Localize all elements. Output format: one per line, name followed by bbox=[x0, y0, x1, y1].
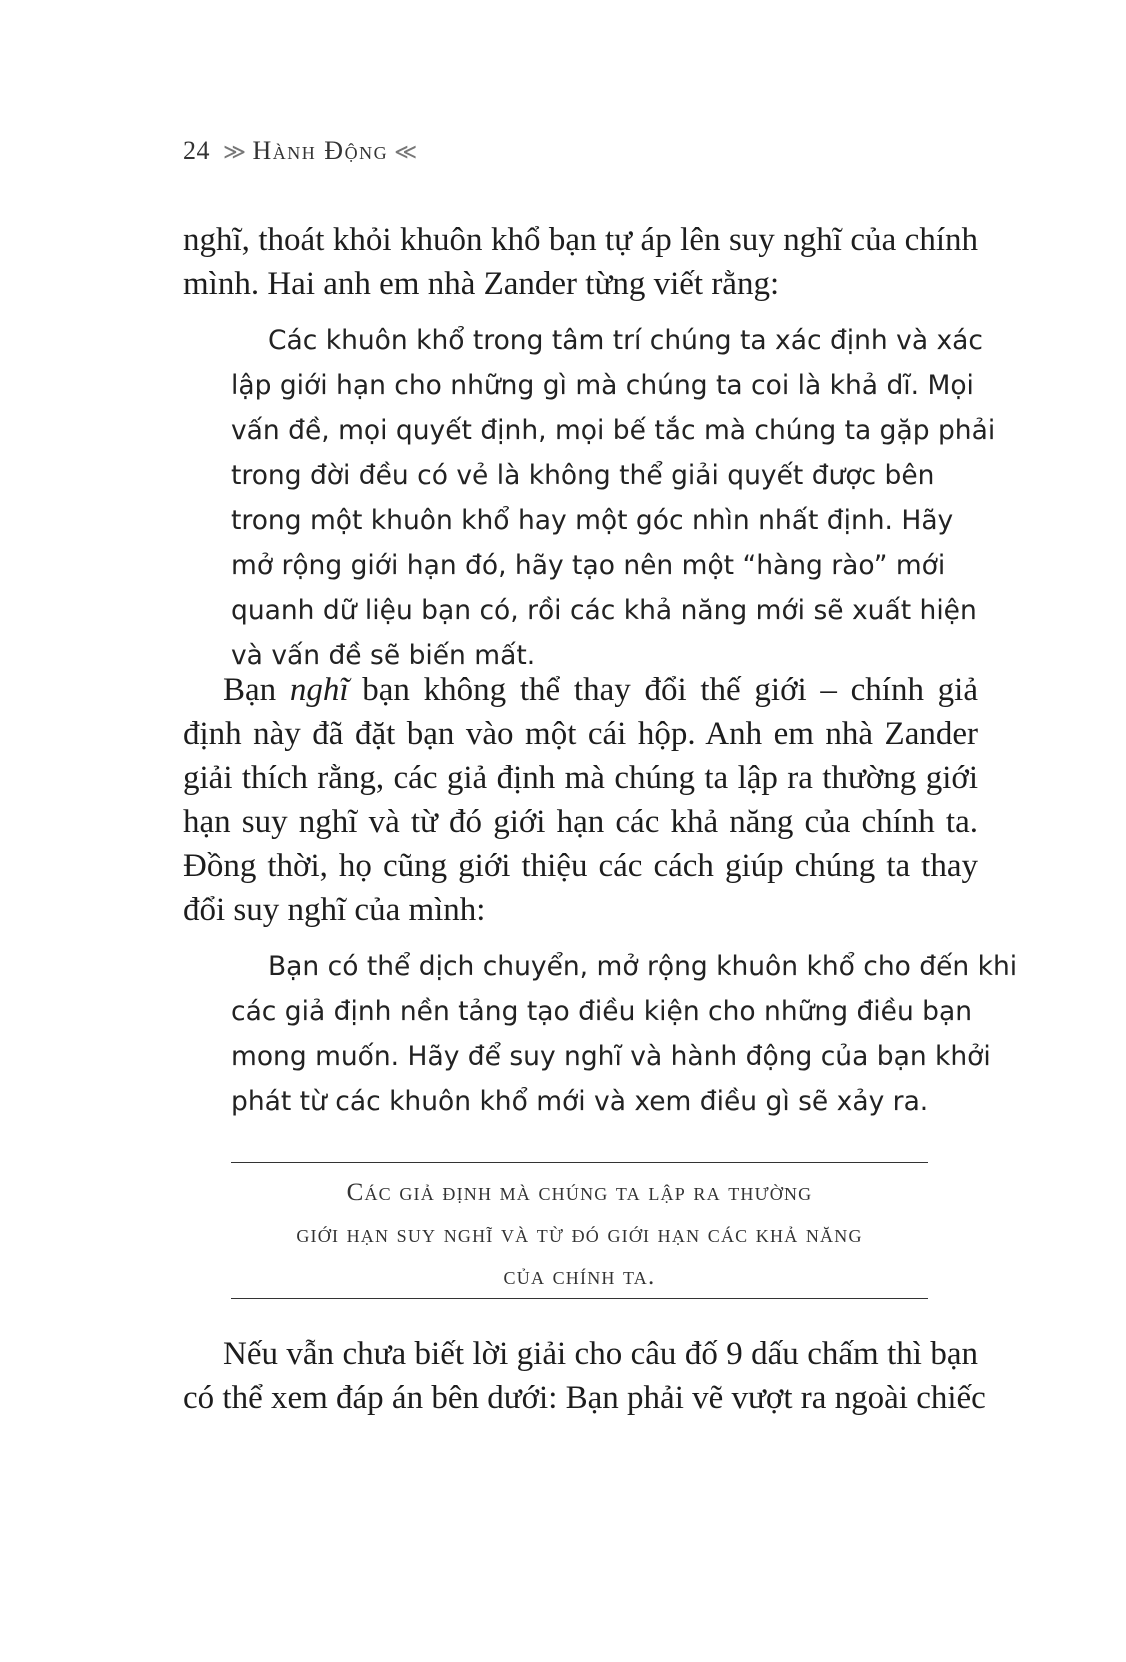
quote-line: phát từ các khuôn khổ mới và xem điều gì sẽ xảy ra. bbox=[231, 1086, 929, 1117]
quote-line: lập giới hạn cho những gì mà chúng ta coi là khả dĩ. Mọi bbox=[231, 370, 974, 401]
header-right-mark: ≪ bbox=[394, 139, 418, 164]
block-quote-zander bbox=[231, 318, 996, 678]
text-line: định này đã đặt bạn vào một cái hộp. Anh em nhà Zander bbox=[183, 716, 978, 752]
running-header bbox=[183, 136, 424, 166]
text-line: mình. Hai anh em nhà Zander từng viết rằng: bbox=[183, 266, 780, 302]
page-number: 24 bbox=[183, 136, 210, 165]
text-line: Nếu vẫn chưa biết lời giải cho câu đố 9 dấu chấm thì bạn bbox=[223, 1336, 978, 1372]
text-run: bạn không thể thay đổi thế giới – chính giả bbox=[348, 672, 978, 708]
pullquote-line: Các giả định mà chúng ta lập ra thường bbox=[346, 1179, 813, 1206]
text-line: đổi suy nghĩ của mình: bbox=[183, 892, 486, 928]
emphasis-word: nghĩ bbox=[289, 672, 349, 708]
quote-line: trong đời đều có vẻ là không thể giải quyết được bên bbox=[231, 460, 935, 491]
pullquote-line: của chính ta. bbox=[503, 1263, 656, 1290]
quote-line: các giả định nền tảng tạo điều kiện cho những điều bạn bbox=[231, 996, 973, 1027]
pullquote-line: giới hạn suy nghĩ và từ đó giới hạn các khả năng bbox=[296, 1221, 863, 1248]
pullquote-bottom-rule bbox=[231, 1298, 928, 1299]
paragraph-assumptions bbox=[183, 668, 978, 932]
paragraph-puzzle bbox=[183, 1332, 986, 1420]
text-line: giải thích rằng, các giả định mà chúng ta lập ra thường giới bbox=[183, 760, 978, 796]
block-quote-shift bbox=[231, 944, 1018, 1124]
quote-line: mong muốn. Hãy để suy nghĩ và hành động của bạn khởi bbox=[231, 1041, 991, 1072]
text-line: Đồng thời, họ cũng giới thiệu các cách giúp chúng ta thay bbox=[183, 848, 978, 884]
quote-line: mở rộng giới hạn đó, hãy tạo nên một “hàng rào” mới bbox=[231, 550, 946, 581]
quote-line: quanh dữ liệu bạn có, rồi các khả năng mới sẽ xuất hiện bbox=[231, 595, 977, 626]
quote-line: trong một khuôn khổ hay một góc nhìn nhất định. Hãy bbox=[231, 505, 954, 536]
text-run: Bạn bbox=[223, 672, 290, 708]
pullquote bbox=[231, 1172, 928, 1298]
quote-line: vấn đề, mọi quyết định, mọi bế tắc mà chúng ta gặp phải bbox=[231, 415, 996, 446]
pullquote-top-rule bbox=[231, 1162, 928, 1163]
text-line: hạn suy nghĩ và từ đó giới hạn các khả năng của chính ta. bbox=[183, 804, 978, 840]
quote-line: Các khuôn khổ trong tâm trí chúng ta xác định và xác bbox=[268, 325, 983, 356]
text-line bbox=[183, 668, 978, 712]
quote-line: và vấn đề sẽ biến mất. bbox=[231, 640, 536, 671]
text-line: có thể xem đáp án bên dưới: Bạn phải vẽ vượt ra ngoài chiếc bbox=[183, 1380, 986, 1416]
header-left-mark: ≫ bbox=[223, 139, 247, 164]
text-line: nghĩ, thoát khỏi khuôn khổ bạn tự áp lên suy nghĩ của chính bbox=[183, 222, 978, 258]
paragraph-continuation bbox=[183, 218, 978, 306]
chapter-title: Hành Động bbox=[252, 136, 389, 165]
quote-line: Bạn có thể dịch chuyển, mở rộng khuôn khổ cho đến khi bbox=[268, 951, 1018, 982]
